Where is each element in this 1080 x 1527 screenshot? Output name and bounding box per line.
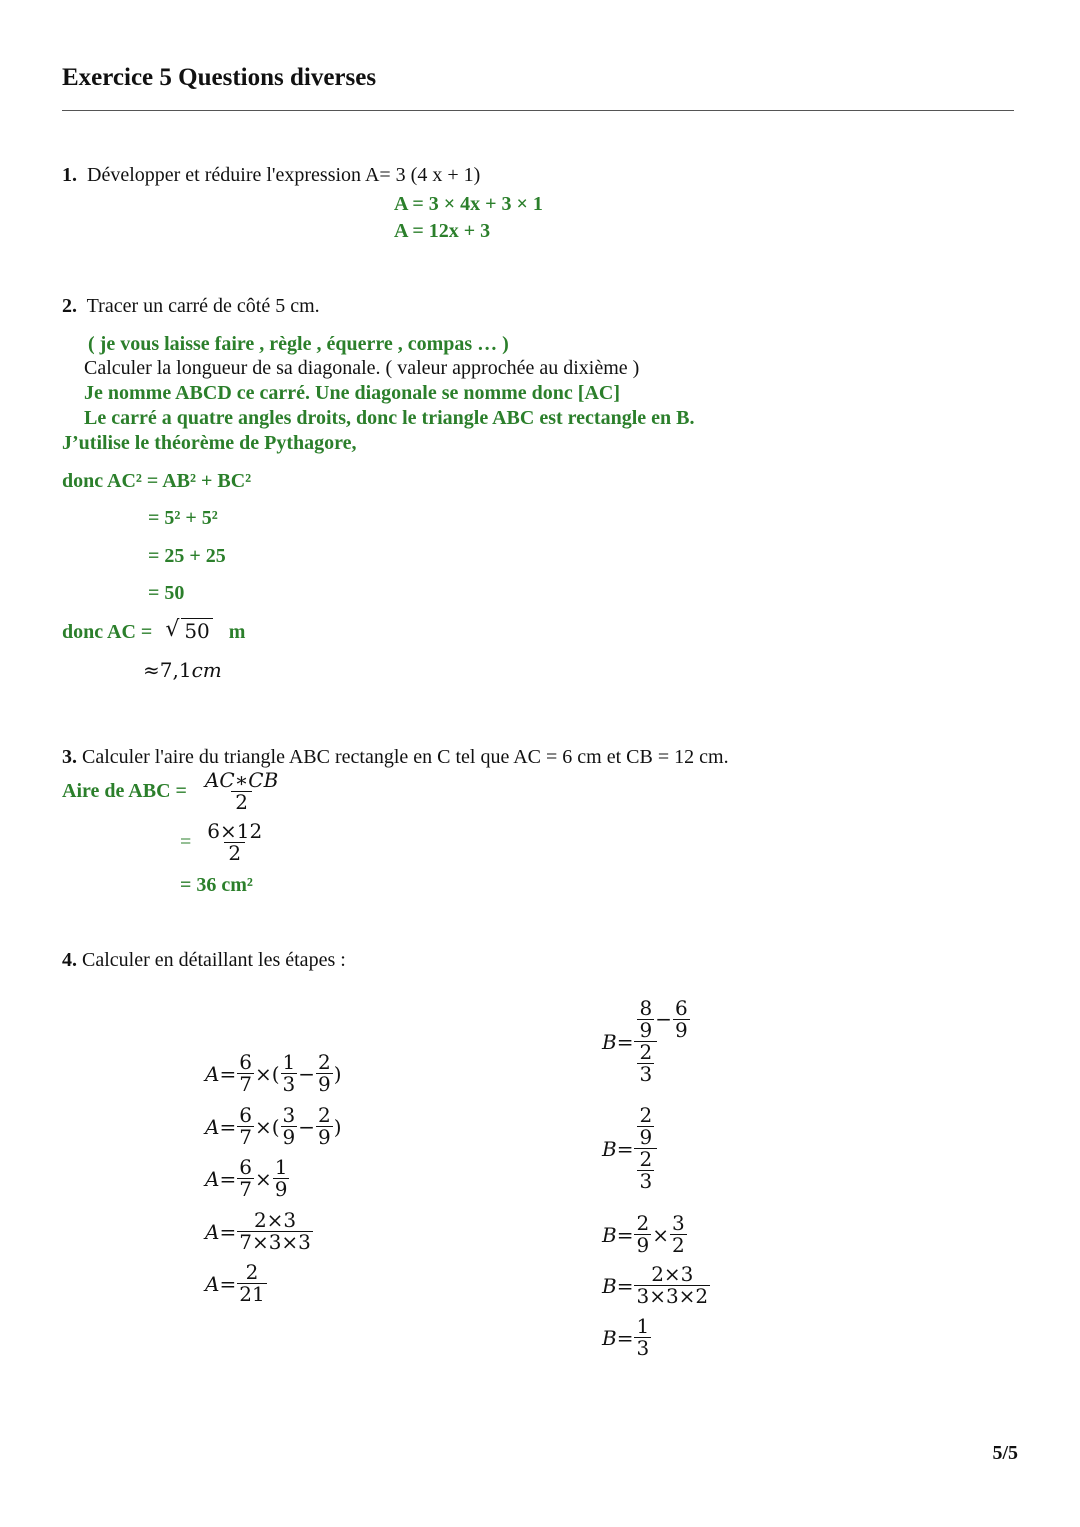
fraction	[237, 1105, 254, 1148]
numerator: 2	[639, 1147, 653, 1171]
numerator	[634, 998, 692, 1041]
equation-line: donc AC² = AB² + BC²	[62, 470, 252, 492]
area-formula	[62, 770, 283, 813]
fraction	[634, 1316, 651, 1359]
question-number: 4.	[62, 949, 77, 971]
equals-sign: =	[616, 1029, 634, 1054]
answer-line: A = 3 × 4x + 3 × 1	[394, 193, 543, 215]
question-number: 1.	[62, 164, 77, 186]
denominator: 7	[239, 1177, 252, 1201]
title-divider	[62, 110, 1014, 111]
equation-line: = 50	[148, 582, 185, 604]
question-text: Développer et réduire l'expression A= 3 (4 x + 1)	[87, 164, 481, 186]
question-1	[62, 164, 480, 187]
operator: ×	[254, 1166, 272, 1191]
denominator: 7×3×3	[239, 1230, 311, 1254]
equals-sign: =	[219, 1166, 237, 1191]
fraction	[637, 1042, 654, 1085]
denominator: 9	[274, 1177, 288, 1201]
calc-a-step-3	[205, 1157, 290, 1200]
denominator: 21	[239, 1282, 265, 1306]
denominator: 2	[231, 791, 252, 813]
numerator: 2×3	[253, 1208, 297, 1232]
variable: B	[602, 1325, 617, 1350]
denominator: 9	[282, 1125, 296, 1149]
question-text: Calculer l'aire du triangle ABC rectangle en C tel que AC = 6 cm et CB = 12 cm.	[82, 746, 729, 768]
denominator: 9	[318, 1125, 331, 1149]
variable: A	[205, 1166, 220, 1191]
calc-b-step-4	[602, 1264, 711, 1307]
numerator: 3	[282, 1103, 296, 1127]
numerator: 1	[274, 1155, 288, 1179]
answer-line: J’utilise le théorème de Pythagore,	[62, 432, 357, 454]
numerator: 6	[239, 1050, 252, 1074]
variable: A	[205, 1271, 220, 1296]
calc-a-step-5	[205, 1262, 268, 1305]
answer-line: Je nomme ABCD ce carré. Une diagonale se nomme donc [AC]	[84, 382, 621, 404]
variable: A	[205, 1061, 220, 1086]
equation-prefix: donc AC =	[62, 621, 158, 643]
numerator: 6	[674, 996, 688, 1020]
area-label: Aire de ABC =	[62, 780, 187, 802]
calc-b-step-1	[602, 998, 694, 1085]
question-text: Calculer la longueur de sa diagonale. ( valeur approchée au dixième )	[84, 357, 640, 379]
fraction	[237, 1052, 254, 1095]
equals-sign: =	[180, 831, 192, 853]
equals-sign: =	[219, 1271, 237, 1296]
fraction	[637, 998, 654, 1041]
numerator: 2×3	[651, 1262, 694, 1286]
denominator: 7	[239, 1125, 252, 1149]
approx-result	[143, 658, 222, 682]
operator: )	[333, 1061, 342, 1086]
equals-sign: =	[219, 1114, 237, 1139]
equals-sign: =	[616, 1222, 634, 1247]
numerator: AC∗CB	[204, 768, 279, 792]
fraction	[670, 1213, 687, 1256]
numerator: 2	[636, 1211, 650, 1235]
denominator: 2	[224, 842, 245, 864]
question-3	[62, 746, 729, 769]
question-4	[62, 949, 346, 972]
fraction	[637, 1105, 654, 1148]
unit: cm	[191, 658, 222, 682]
answer-line: Le carré a quatre angles droits, donc le triangle ABC est rectangle en B.	[84, 407, 695, 429]
fraction	[237, 1210, 313, 1253]
numerator: 1	[282, 1050, 296, 1074]
fraction	[634, 1213, 651, 1256]
numerator: 2	[318, 1103, 331, 1127]
operator: −	[655, 1007, 672, 1031]
operator: ×(	[254, 1061, 280, 1086]
fraction	[237, 1157, 254, 1200]
numerator: 8	[639, 996, 653, 1020]
denominator: 3×3×2	[636, 1284, 709, 1308]
denominator: 3	[639, 1169, 653, 1193]
variable: B	[602, 1222, 617, 1247]
variable: B	[602, 1273, 617, 1298]
fraction	[637, 1149, 654, 1192]
variable: A	[205, 1219, 220, 1244]
operator: ×(	[254, 1114, 280, 1139]
fraction	[201, 770, 282, 813]
equals-sign: =	[616, 1325, 634, 1350]
denominator: 7	[239, 1072, 252, 1096]
denominator: 3	[282, 1072, 296, 1096]
variable: B	[602, 1029, 617, 1054]
denominator: 9	[639, 1125, 653, 1149]
denominator: 2	[671, 1233, 685, 1257]
calc-a-step-4	[205, 1210, 314, 1253]
page-title: Exercice 5 Questions diverses	[62, 64, 377, 91]
question-text: Calculer en détaillant les étapes :	[82, 949, 346, 971]
square-root	[165, 619, 212, 643]
operator: −	[298, 1114, 316, 1139]
fraction	[237, 1262, 266, 1305]
question-number: 3.	[62, 746, 77, 768]
equation-line	[62, 619, 245, 644]
complex-fraction	[634, 998, 692, 1085]
calc-b-step-5	[602, 1316, 652, 1359]
numerator: 2	[639, 1103, 653, 1127]
fraction	[273, 1157, 290, 1200]
hint-text: ( je vous laisse faire , règle , équerre , compas … )	[88, 333, 509, 355]
operator: ×	[652, 1222, 669, 1247]
area-substitution	[180, 821, 267, 864]
unit: m	[228, 621, 246, 643]
denominator	[634, 1148, 657, 1192]
numerator: 6	[239, 1103, 252, 1127]
calc-a-step-2	[205, 1105, 342, 1148]
radicand: 50	[181, 618, 212, 643]
variable: B	[602, 1136, 617, 1161]
fraction	[316, 1052, 333, 1095]
question-2	[62, 295, 320, 318]
question-number: 2.	[62, 295, 77, 317]
fraction	[203, 821, 266, 864]
numerator: 6×12	[207, 819, 263, 843]
fraction	[673, 998, 690, 1041]
approx-value: ≈7,1	[143, 658, 192, 682]
answer-line: A = 12x + 3	[394, 220, 491, 242]
denominator: 9	[318, 1072, 331, 1096]
fraction	[281, 1105, 298, 1148]
page-number: 5/5	[992, 1442, 1018, 1464]
fraction	[316, 1105, 333, 1148]
equation-line: = 25 + 25	[148, 545, 226, 567]
denominator: 9	[639, 1018, 653, 1042]
denominator	[634, 1041, 657, 1085]
calc-b-step-3	[602, 1213, 688, 1256]
numerator: 2	[245, 1260, 259, 1284]
operator: −	[298, 1061, 316, 1086]
variable: A	[205, 1114, 220, 1139]
denominator: 3	[636, 1336, 650, 1360]
fraction	[634, 1264, 710, 1307]
numerator: 2	[639, 1040, 653, 1064]
denominator: 3	[639, 1062, 653, 1086]
numerator: 3	[671, 1211, 685, 1235]
radical-icon: √	[165, 617, 180, 642]
numerator: 1	[636, 1314, 650, 1338]
denominator: 9	[674, 1018, 688, 1042]
equation-line: = 5² + 5²	[148, 507, 218, 529]
equals-sign: =	[616, 1273, 634, 1298]
equals-sign: =	[616, 1136, 634, 1161]
calc-b-step-2	[602, 1105, 658, 1192]
calc-a-step-1	[205, 1052, 342, 1095]
denominator: 9	[636, 1233, 650, 1257]
numerator: 2	[318, 1050, 331, 1074]
question-text: Tracer un carré de côté 5 cm.	[86, 295, 320, 317]
area-result: = 36 cm²	[180, 874, 253, 896]
fraction	[281, 1052, 298, 1095]
operator: )	[333, 1114, 342, 1139]
complex-fraction	[634, 1105, 657, 1192]
equals-sign: =	[219, 1219, 237, 1244]
numerator	[634, 1105, 657, 1148]
equals-sign: =	[219, 1061, 237, 1086]
numerator: 6	[239, 1155, 252, 1179]
